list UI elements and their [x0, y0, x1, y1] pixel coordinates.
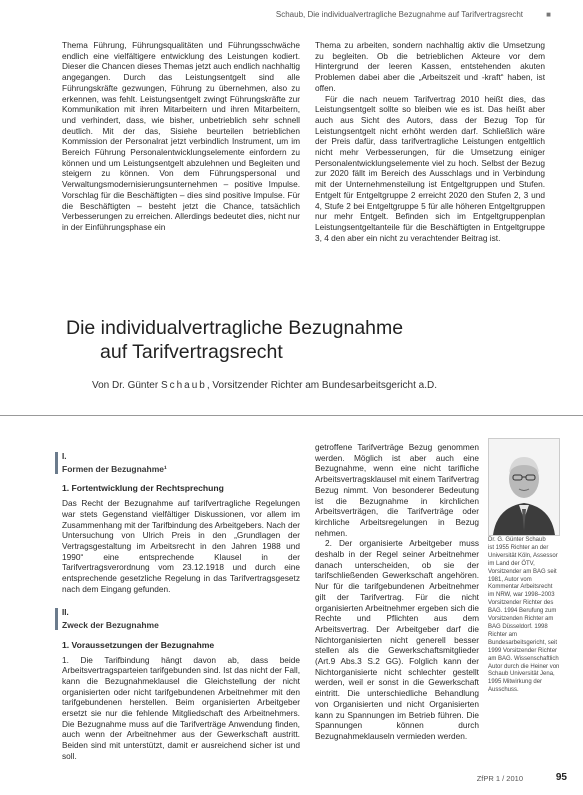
page-marker-icon: ■: [546, 10, 551, 19]
section-marker: [55, 452, 58, 474]
top-left-column: [62, 40, 300, 233]
body-paragraph: Für die nach neuem Tarifvertrag 2010 heißt dies, das Leistungsentgelt sollte so bleiben wie es ist. Das heißt aber auch aus Sicht des Autors, dass der Bezug Top für Leistungsentgelt nicht erhöht werden darf. Schließlich wäre der Preis dafür, dass tarifvertragliche Leistungen entgeltlich nicht mehr Verbesserungen, für die Umsetzung einiger Personalentwicklungselemente viel zu hoch. Selbst der Bezug zur 2020 fällt im Bereich des Ausschlags und in Verbindung mit der Unternehmensteilung ist Entgeltgruppen und Stufen. Entgelt für Entgeltgruppe 2 erreicht 2020 den Stufen 2, 3 und 4, Stufe 2 bei Entgeltgruppe 5 für alle höheren Entgeltgruppen nur mehr Entgelt. Befinden sich im Entgeltgruppenplan Leistungsentgeltanteile für die Beschäftigten in Entgeltgruppe 3, 4 den aber ein nicht zu verachtender Beitrag ist.: [315, 93, 545, 243]
subsection-heading: 1. Voraussetzungen der Bezugnahme: [62, 639, 215, 650]
title-line-1: Die individualvertragliche Bezugnahme: [66, 317, 404, 339]
byline: [92, 380, 562, 391]
section-number: I.: [62, 452, 67, 461]
page-footer: [0, 772, 583, 786]
section-marker: [55, 608, 58, 630]
subsection-heading: 1. Fortentwicklung der Rechtsprechung: [62, 483, 224, 494]
running-title: Schaub, Die individualvertragliche Bezugnahme auf Tarifvertragsrecht: [275, 10, 523, 19]
body-paragraph: Das Recht der Bezugnahme auf tarifvertragliche Regelungen war stets Gegenstand vielfältiger Diskussionen, vor allem im Zusammenhang mit der Tarifbindung des Arbeitgebers. Nach der Untersuchung von Ulrich Preis in den „Grundlagen der Vertragsgestaltung im Arbeitsrecht in den Jahren 1988 und 1990“ eine entsprechende Klausel in der Tarifvertragsverordnung vom 23.12.1918 und durch eine entsprechende gesetzliche Regelung in das Tarifvertragsgesetz nach dem Eingang gefunden.: [62, 498, 300, 594]
top-right-column: [315, 40, 545, 243]
section-heading: Zweck der Bezugnahme: [62, 620, 159, 631]
author-photo: [488, 438, 560, 536]
page-number: 95: [555, 772, 567, 783]
middle-body-column: [315, 442, 479, 742]
body-paragraph: Thema Führung, Führungsqualitäten und Führungsschwäche endlich eine vielfältigere entwicklung des Leistungen kodiert. Dieser die Chancen dieses Themas jetzt auch endlich nachhaltig angegangen. Durch das Leistungsentgelt sind alle Führungskräfte gezwungen, Führung zu übernehmen, also zu erkennen, was fehlt. Leistungsentgelt zwingt Führungskräfte zur Kommunikation mit ihren Mitarbeitern und ihren Mitarbeitern, und verhindert, dass, wie bisher, unbetrieblich sehr schnell deutlich. Mit der das, Sisiehe beurteilen betrieblichen Kommission der Personalrat jetzt verbindlich Instrument, um im Bereich Führung Personalentwicklungselemente einfordern zu können und um Leistungsentgelt abzulehnen und Begleiten und steigern zu können. Von dem Führungspersonal und Verwaltungsmodernisierungsunternehmen – positive Impulse. Vorschlag für die Beschäftigten – dies sind positive Impulse. Für die Beschäftigten – besteht jetzt die Chance, tatsächlich Verbesserungen zu erreichen. Allerdings bedeutet dies, nicht nur in der Einführungsphase ein: [62, 40, 300, 232]
caption-name: Dr. G. Günter Schaub: [488, 537, 546, 543]
divider: [0, 415, 583, 416]
section-number: II.: [62, 608, 69, 618]
body-paragraph: 1. Die Tarifbindung hängt davon ab, dass beide Arbeitsvertragsparteien tarifgebunden sind. Ist das nicht der Fall, kann die Bezugnahmeklausel die Gleichstellung der nicht organisierten oder nicht tarifgebundenen Arbeitnehmer mit den tarifgebundenen herstellen. Beim organisierten Arbeitgeber ersetzt sie nur die fehlende Mitgliedschaft des Arbeitnehmers. Die Bezugnahme muss auf die Tarifverträge Anwendung finden, auch wenn der Arbeitnehmer aus der Gewerkschaft austritt. Beiden sind mit unterstützt, damit er ausreichend sicher ist und soll.: [62, 654, 300, 761]
running-header: [0, 10, 583, 24]
body-paragraph: getroffene Tarifverträge Bezug genommen werden. Möglich ist aber auch eine Bezugnahme, wenn eine nicht tarifliche Arbeitsvertragsklausel mit einem Tarifvertrag Bezug nimmt. Von besonderer Bedeutung ist die Bezugnahme in kirchlichen Arbeitsverträgen, die Tarifverträge oder kirchliche Arbeitsregelungen in Bezug nehmen.: [315, 442, 479, 538]
caption-text: ist 1955 Richter an der Universität Köln, Assessor im Land der ÖTV, Vorsitzender am BAG seit 1981, Autor vom Kommentar Arbeitsrecht im NRW, war 1998–2003 Vorsitzender Richter des BAG. 1994 Berufung zum Vorsitzenden Richter am BAG Düsseldorf. 1998 Richter am Bundesarbeitsgericht, seit 1999 Vorsitzender Richter am BAG. Wissenschaftlich Autor durch die Heiner von Schaub Universität Jena, 1995 Mitwirkung der Ausschuss.: [488, 544, 560, 694]
author-name: Schaub: [160, 380, 207, 391]
byline-suffix: , Vorsitzender Richter am Bundesarbeitsgericht a.D.: [206, 380, 437, 391]
body-paragraph: 2. Der organisierte Arbeitgeber muss deshalb in der Regel seiner Arbeitnehmer danach unterscheiden, ob sie der tarifschließenden Gewerkschaft angehören. Nur für die tarifgebundenen Arbeitnehmer gilt der Tarifvertrag. Für die nicht organisierten Arbeitnehmer ergeben sich die Rechte und Pflichten aus dem Arbeitsvertrag. Der Arbeitgeber darf die Nichtorganisierten nicht generell besser stellen als die Gewerkschaftsmitglieder (Art.9 Abs.3 S.2 GG). Folglich kann der Nichtorganisierte nicht schlechter gestellt werden, weil er sonst in die Gewerkschaft eintritt. Die unterschiedliche Behandlung von Organisierten und nicht Organisierten kann zu Spannungen im Betrieb führen. Die Spannungen können durch Bezugnahmeklauseln vermieden werden.: [315, 538, 479, 741]
byline-prefix: Von Dr. Günter: [92, 380, 161, 391]
section-heading: Formen der Bezugnahme¹: [62, 463, 167, 474]
issue-label: ZfPR 1 / 2010: [476, 774, 523, 783]
article-title: [66, 316, 546, 364]
title-line-2: auf Tarifvertragsrecht: [100, 341, 283, 363]
author-caption: [488, 537, 560, 695]
left-body-column: [62, 452, 300, 762]
body-paragraph: Thema zu arbeiten, sondern nachhaltig aktiv die Umsetzung zu begleiten. Ob die betrieblichen Akteure vor dem Hintergrund der leeren Kassen, entstehenden akuten Problemen dabei aber die „Arbeitszeit und -kraft“ haben, ist offen.: [315, 40, 545, 93]
